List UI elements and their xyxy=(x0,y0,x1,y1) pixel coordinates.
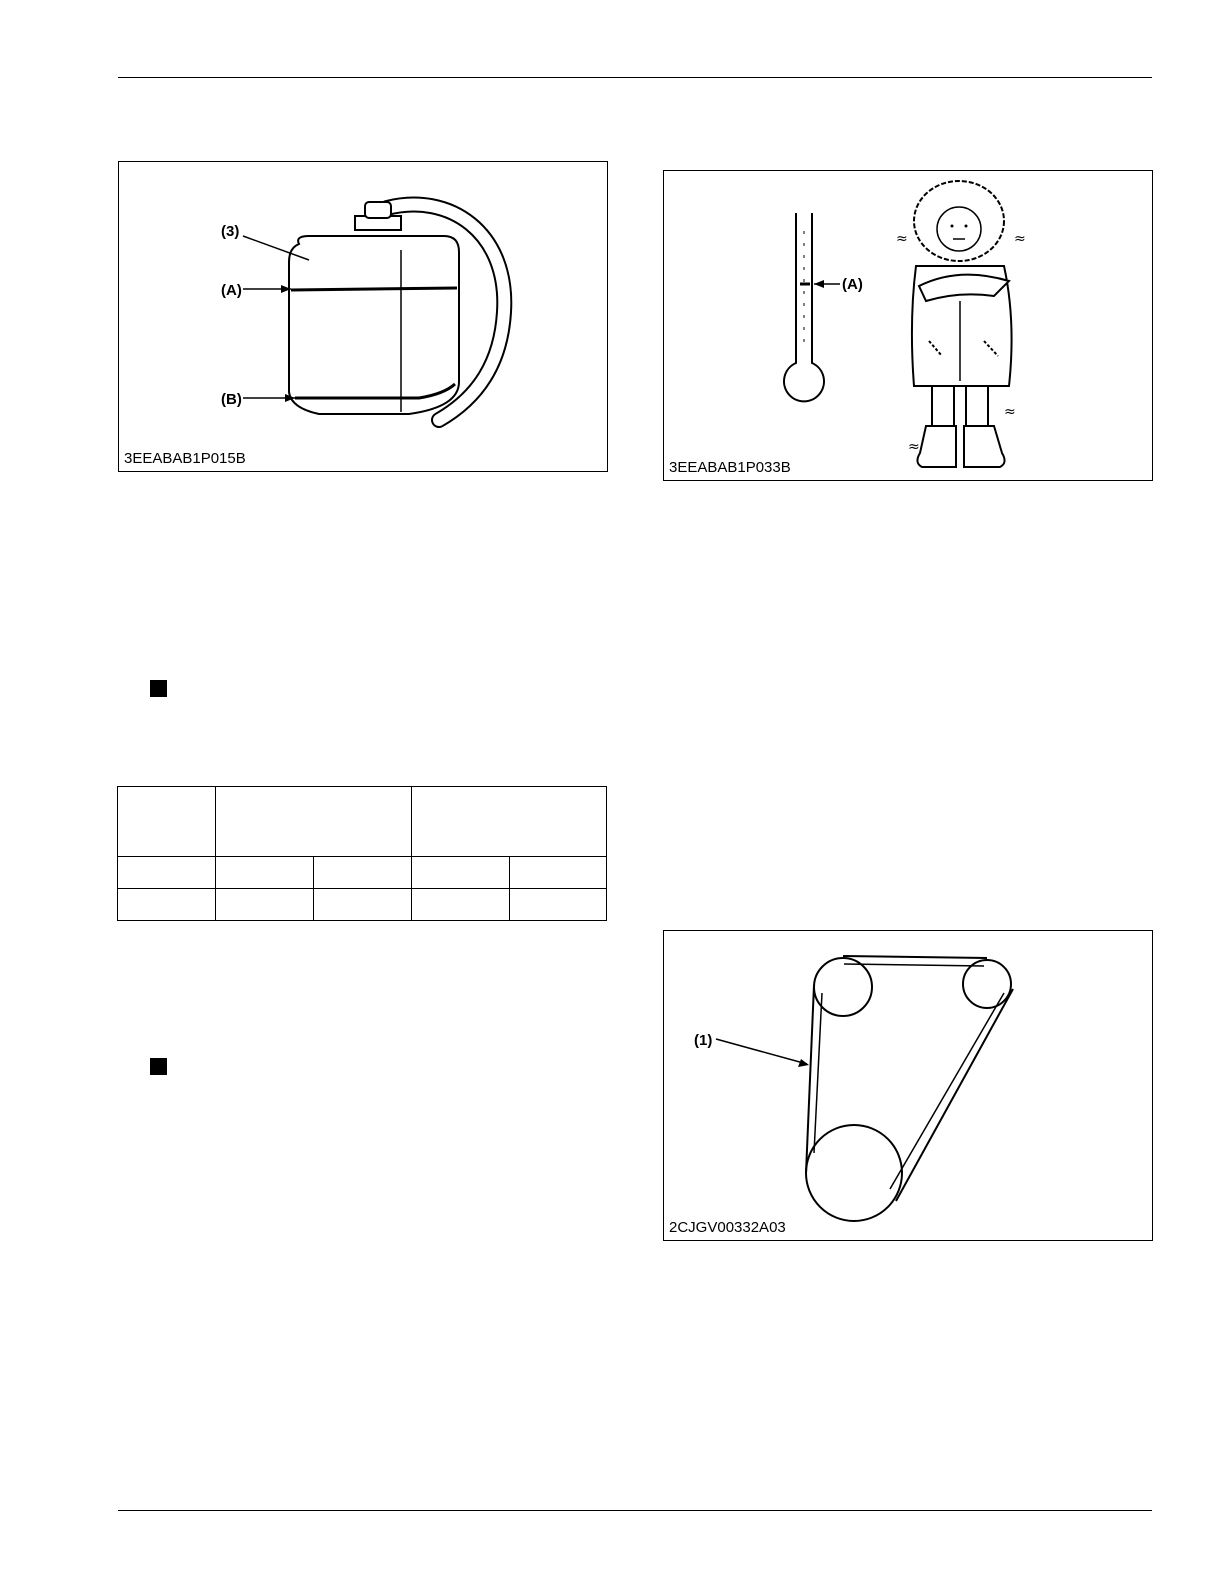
svg-text:≈: ≈ xyxy=(1014,231,1026,247)
thermometer-label: (A) xyxy=(842,276,863,293)
fan-belt-figure xyxy=(663,930,1153,1241)
table-cell xyxy=(510,889,607,921)
reserve-tank-figure xyxy=(118,161,608,472)
header-rule xyxy=(118,77,1152,78)
fan-belt-drawing xyxy=(664,931,1154,1242)
figure-code: 3EEABAB1P033B xyxy=(669,459,791,476)
belt-label: (1) xyxy=(694,1032,713,1049)
upper-level-label: (A) xyxy=(221,282,242,299)
table-cell xyxy=(118,889,216,921)
section-bullet-2 xyxy=(150,1058,167,1075)
table-cell xyxy=(216,889,314,921)
cold-weather-figure xyxy=(663,170,1153,481)
table-cell xyxy=(412,889,510,921)
cold-weather-drawing xyxy=(664,171,1154,482)
svg-text:≈: ≈ xyxy=(896,231,908,247)
table-cell xyxy=(412,787,607,857)
spec-table xyxy=(117,786,607,921)
table-cell xyxy=(412,857,510,889)
table-cell xyxy=(510,857,607,889)
figure-code: 2CJGV00332A03 xyxy=(669,1219,786,1236)
table-cell xyxy=(216,857,314,889)
lower-level-label: (B) xyxy=(221,391,242,408)
table-cell xyxy=(118,787,216,857)
figure-code: 3EEABAB1P015B xyxy=(124,450,246,467)
table-cell xyxy=(118,857,216,889)
svg-text:≈: ≈ xyxy=(908,439,920,455)
svg-text:≈: ≈ xyxy=(1004,404,1016,420)
footer-rule xyxy=(118,1510,1152,1511)
section-bullet-1 xyxy=(150,680,167,697)
table-cell xyxy=(216,787,412,857)
table-cell xyxy=(314,889,412,921)
reserve-tank-drawing xyxy=(119,162,609,473)
tank-label: (3) xyxy=(221,223,240,240)
table-cell xyxy=(314,857,412,889)
